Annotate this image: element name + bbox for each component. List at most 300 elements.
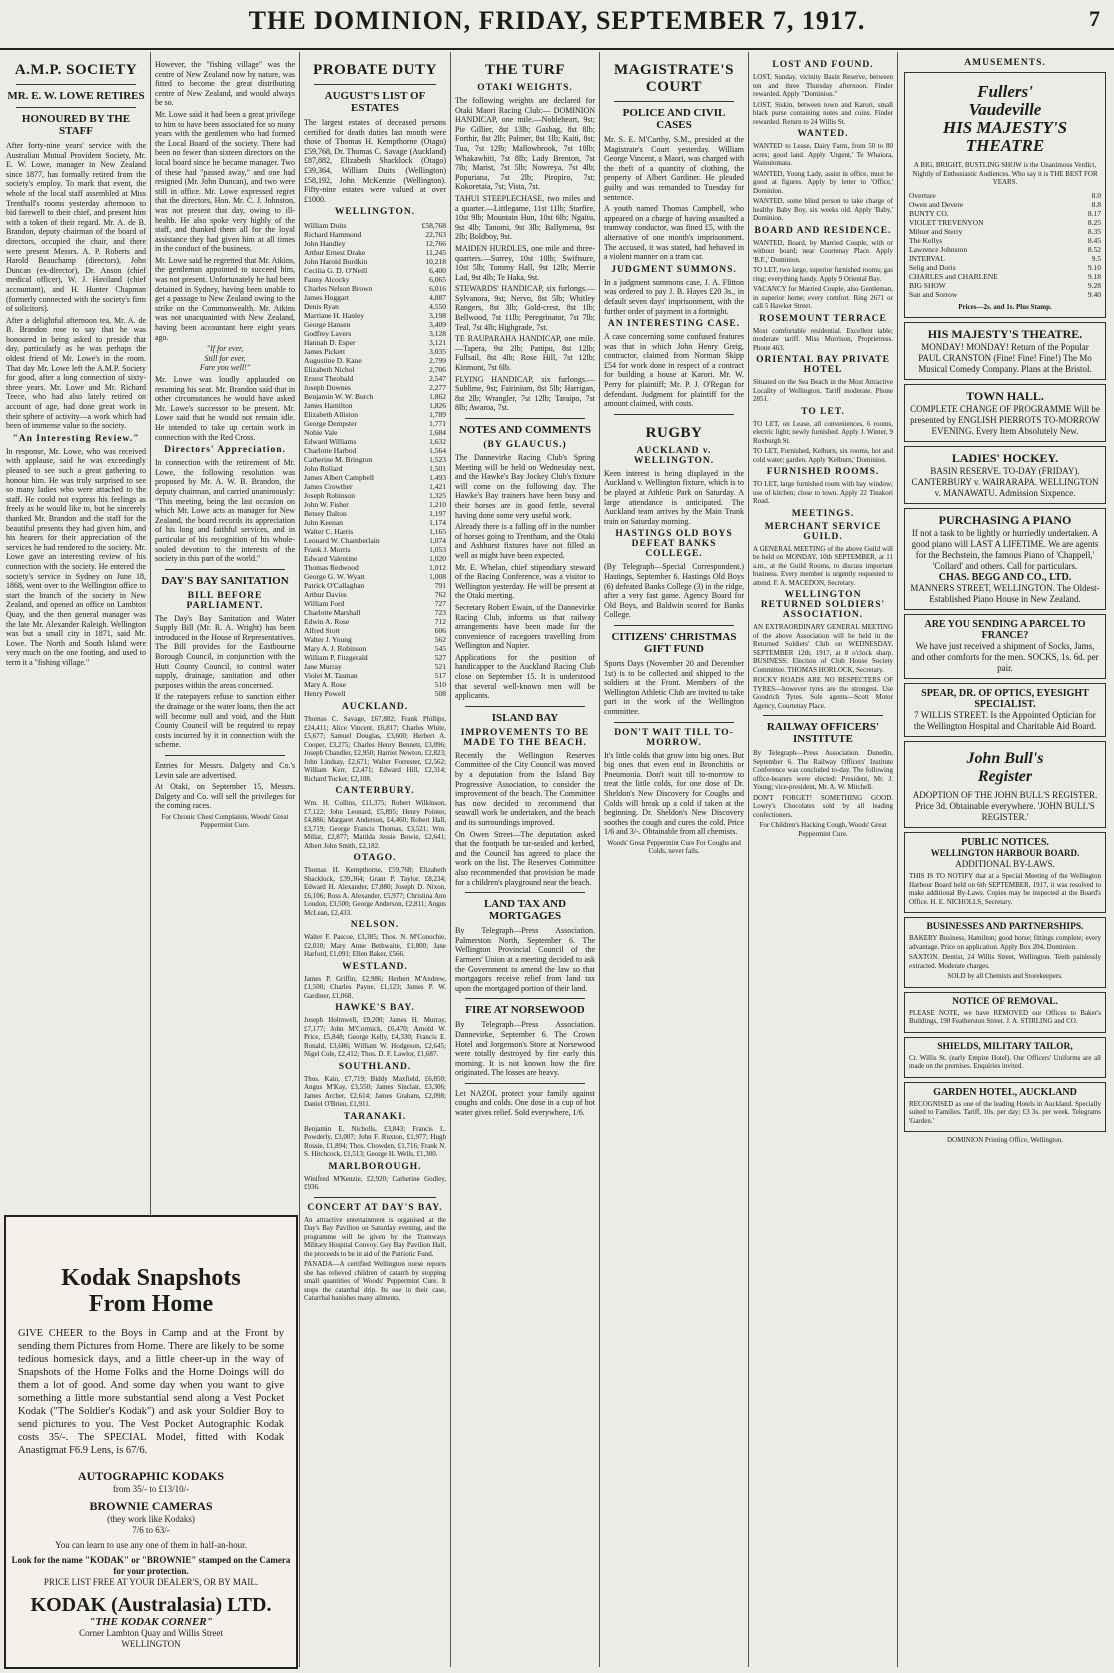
estate-row-value: 1,325 [429, 491, 446, 501]
article-paragraph: By Telegraph—Press Association. Dannevirke, September 6. The Crown Hotel and Jorgenson's Store at Norsewood were totally destroyed by fire early this morning. It is not known how the fire originated. The losses are heavy. [455, 1020, 595, 1078]
estate-row-value: 1,165 [429, 527, 446, 537]
subhead-review: "An Interesting Review." [12, 433, 140, 444]
estate-row-value: 3,198 [429, 311, 446, 321]
estate-row-label: Violet M. Tasman [304, 671, 358, 681]
begg-body: MANNERS STREET, WELLINGTON. The Oldest-Established Piano House in New Zealand. [910, 583, 1100, 604]
piano-body: If not a task to be lightly or hurriedly undertaken. A good piano will LAST A LIFETIME. We are agents for the Bechstein, the famous Piano of 'Chappell,' 'Collard' and others. Call for particulars. [911, 528, 1099, 571]
column-magistrate [600, 52, 748, 1667]
kodak-autographic-price: from 35/- to £13/10/- [112, 1484, 190, 1494]
quote: "If for ever, Still for ever, Fare you well!" [199, 344, 251, 373]
estate-row-label: Benjamin W. W. Burch [304, 392, 374, 402]
programme-row-value: 8.8 [1091, 199, 1101, 209]
estate-row-label: Arthur Davies [304, 590, 347, 600]
classified: VACANCY for Married Couple, also Gentleman, in superior home; every comfort. Ring 2671 or call 5 Hawker Street. [753, 285, 893, 310]
estate-row [304, 347, 446, 356]
estate-row [304, 446, 446, 455]
divider [16, 107, 136, 108]
estate-row-value: 2,277 [429, 383, 446, 393]
garden-body: RECOGNISED as one of the leading Hotels in Auckland. Specially suited to Families. Tariff, 10s. per day; £3 3s. per week. Telegrams 'Garden.' [909, 1099, 1101, 1125]
subhead-bill: BILL BEFORE PARLIAMENT. [186, 590, 264, 611]
ad-snippet: Woods' Great Peppermint Cure For Coughs and Colds, never fails. [607, 838, 741, 856]
headline-furnished: FURNISHED ROOMS. [766, 467, 880, 477]
estate-row-label: William Duits [304, 221, 347, 231]
headline-to-let: TO LET. [801, 406, 845, 417]
article-paragraph: Secretary Robert Ewain, of the Dannevirke Racing Club, informs us that railway arrangements have been made for the convenience of racegoers travelling from Wellington and Napier. [455, 602, 595, 651]
divider [614, 625, 734, 626]
estate-row-label: Leonard W. Chamberlain [304, 536, 380, 546]
estate-row-value: 517 [434, 671, 446, 681]
estate-row-value: 508 [434, 689, 446, 699]
town-hall-ad [904, 384, 1106, 442]
estate-row-value: 11,245 [425, 248, 446, 258]
column-amp-society [2, 52, 150, 1212]
fullers-ad [904, 72, 1106, 318]
section-southland: SOUTHLAND. [338, 1061, 412, 1072]
estate-row [304, 410, 446, 419]
programme-row [909, 200, 1101, 209]
estate-row-value: 723 [434, 608, 446, 618]
headline-christmas: CITIZENS' CHRISTMAS GIFT FUND [611, 630, 737, 655]
estate-row-label: John Keenan [304, 518, 343, 528]
estate-row-value: 1,012 [429, 563, 446, 573]
estate-row [304, 599, 446, 608]
programme-row-value: 8.35 [1087, 226, 1101, 236]
estate-row-value: 1,421 [429, 482, 446, 492]
business-body: BAKERY Business, Hamilton; good horse; fittings complete; every advantage. Price on application. Apply Box 204, Dominion. [909, 934, 1101, 951]
estate-paragraph: Thomas H. Kempthorne, £59,768; Elizabeth Shacklock, £39,364; Grant P. Taylor, £8,234; Edward H. Alexander, £7,880; Joseph D. Nixon, £6,106; Ross A. Alexander, £5,977; Christina Ann Loudon, £3,500; George Anderson, £2,811; Angus McLean, £2,433. [304, 866, 446, 917]
parcel-body: We have just received a shipment of Socks, Jams, and other comforts for the men. SOCKS, 1s. 6d. per pair. [911, 641, 1099, 673]
article-paragraph: At Otaki, on September 15, Messrs. Dalgety and Co. will sell the privileges for the coming races. [155, 782, 295, 811]
subhead-returned-soldiers: WELLINGTON RETURNED SOLDIERS' ASSOCIATION. [760, 590, 886, 620]
estate-row-value: 6,065 [429, 275, 446, 285]
estate-row [304, 338, 446, 347]
subhead-judgment: JUDGMENT SUMMONS. [611, 264, 737, 275]
classified: WANTED, Young Lady, assist in office, must be good at figures. Apply by letter to 'Office,' Dominion. [753, 169, 893, 195]
estate-row-label: Jane Murray [304, 662, 342, 672]
article-paragraph: An attractive entertainment is organised at the Day's Bay Pavilion on Saturday evening, and the programme will be given by the Tramways Military Hospital Convoy. Gey Bay Pavilion Hall, the proceeds to be in aid of the Patriotic Fund. [304, 1215, 446, 1258]
article-paragraph: The following weights are declared for Otaki Maori Racing Club:— DOMINION HANDICAP, one mile.—Nobleheart, 9st; Pie Gillier, 8st 13lb; Gasbag, 8st 8lb; Forthir, 8st 2lb; Palmer, 8st 1lb; Kaiti, 8st; Tua, 7st 12lb; Mallowbrook, 7st 10lb; Whakawhiti, 7st 8lb; Lady Brenton, 7st 7lb; Marist, 7st 5lb; Nowreya, 7st 4lb; Popuriana, 7st 2lb; Piropiro, 7st; Kokoretaia, 7st; Vista, 7st. [455, 96, 595, 192]
estate-row-label: John W. Fisher [304, 500, 349, 510]
programme-row-value: 9.10 [1087, 262, 1101, 272]
article-paragraph: The Day's Bay Sanitation and Water Supply Bill (Mr. R. A. Wright) has been introduced in the House of Representatives. The Bill provides for the Eastbourne Borough Council, in conjunction with the Hutt County Council, to control water supply, drainage, sanitation and other purposes within the areas concerned. [155, 613, 295, 690]
article-paragraph: However, the "fishing village" was the centre of New Zealand now by nature, was fitted to become the great distributing centre of New Zealand, and would always be so. [155, 60, 295, 108]
estate-row-label: Catherine M. Brington [304, 455, 373, 465]
estate-row [304, 527, 446, 536]
estate-row-value: 762 [434, 590, 446, 600]
estate-row [304, 383, 446, 392]
fullers-logo: Fullers' Vaudeville HIS MAJESTY'S THEATRE [942, 82, 1068, 155]
estate-row-label: Joseph Downes [304, 383, 351, 393]
divider [614, 101, 734, 102]
estate-row [304, 500, 446, 509]
section-canterbury: CANTERBURY. [335, 786, 415, 797]
programme-row-label: Owen and Devere [909, 199, 964, 209]
public-head: PUBLIC NOTICES. [961, 837, 1049, 848]
section-marlborough: MARLBOROUGH. [328, 1161, 422, 1172]
estate-row [304, 608, 446, 617]
estate-row-label: Elizabeth Alliston [304, 410, 358, 420]
public-body: THIS IS TO NOTIFY that at a Special Meeting of the Wellington Harbour Board held on 6th SEPTEMBER, 1917, it was resolved to make additional By-Laws. Copies may be inspected at the Board's Office. H. E. NICHOLLS, Secretary. [909, 872, 1101, 906]
kodak-advertisement [4, 1215, 298, 1669]
article-paragraph: (By Telegraph—Special Correspondent.) Hastings, September 6. Hastings Old Boys (6) defeated Banks College (3) in the ridge, after a very fast game. Agency Board for Old Boys, and Baldwin scored for Banks College. [604, 562, 744, 620]
column-probate [300, 52, 450, 1667]
estate-row-label: Mary A. J. Robinson [304, 644, 367, 654]
estate-row-value: 562 [434, 635, 446, 645]
divider [314, 84, 436, 85]
estate-row [304, 248, 446, 257]
classified: A GENERAL MEETING of the above Guild will be held on MONDAY, 10th SEPTEMBER, at 11 a.m., at the Guild Rooms, to discuss important business. Every member is urgently requested to attend. F. A. MACEDON, Secretary. [753, 544, 893, 587]
estate-row [304, 581, 446, 590]
estate-row-label: Hannah D. Esper [304, 338, 356, 348]
estate-row-value: 1,501 [429, 464, 446, 474]
programme-row [909, 245, 1101, 254]
programme-row [909, 263, 1101, 272]
estate-row [304, 221, 446, 230]
article-paragraph: In a judgment summons case, J. A. Flitton was ordered to pay J. B. Hayes £20 3s., in default seven days' imprisonment, with the further order of payment in a fortnight. [604, 277, 744, 316]
article-paragraph: In response, Mr. Lowe, who was received with applause, said he was exceedingly pleased to see such a great gathering to honour him. He was truly surprised to see so many ladies who were attached to the staff. He could not express his feelings as freely as he would like to, but he sincerely thanked Mr. Brandon and the staff for the beautiful presents they had given him, and his hearers for their appreciation of the services he had rendered to the society. Mr. Lowe gave an interesting review of his connection with the society. He entered the society's service in Sydney on June 18, 1868, went over to the Wellington office to start the branch of the society in New Zealand, and opened an office on Lambton Quay, and the then general manager was the late Mr. Alexander Raleigh. Wellington was but a small city in 1871, said Mr. Lowe. The North and South Island were very much on the one footing, and used to term it a "fishing village." [6, 446, 146, 667]
estate-row [304, 437, 446, 446]
estate-row [304, 671, 446, 680]
article-paragraph: TE RAUPARAHA HANDICAP, one mile.—Tapera, 9st 2lb; Pattipu, 8st 12lb; Fullsail, 8st 4lb; Rose Hill, 7st 12lb; Kinmont, 7st 6lb. [455, 334, 595, 373]
column-amp-continued [151, 52, 299, 1212]
estate-paragraph: Benjamin E. Nicholls, £3,843; Francis L. Powderly, £3,007; John F. Ruxton, £1,977; Hugh Rossie, £1,894; Thos. Chowden, £1,716; Frank N. S. Hitchcock, £1,513; George H. Wells, £1,300. [304, 1124, 446, 1159]
estate-row-value: 727 [434, 599, 446, 609]
estate-row [304, 572, 446, 581]
garden-head: GARDEN HOTEL, AUCKLAND [933, 1086, 1077, 1098]
section-westland: WESTLAND. [342, 961, 408, 972]
estate-row-value: 6,400 [429, 266, 446, 276]
headline-wanted: WANTED. [797, 129, 849, 139]
optician-body: 7 WILLIS STREET. Is the Appointed Optician for the Wellington Hospital and Charitable Aid Board. [913, 710, 1097, 731]
article-paragraph: Applications for the position of handicapper to the Auckland Racing Club close on September 15. It is understood that several well-known men will be applicants. [455, 652, 595, 701]
programme-row-label: BUNTY CO. [909, 208, 949, 218]
estate-row-value: 3,409 [429, 320, 446, 330]
article-paragraph: A youth named Thomas Campbell, who appeared on a charge of having assaulted a tramway conductor, was fined £5, with the alternative of one month's imprisonment. The accused, it was stated, had behaved in a violent manner on a tram car. [604, 204, 744, 262]
section-concert: CONCERT AT DAY'S BAY. [307, 1202, 443, 1213]
estate-row [304, 509, 446, 518]
classified: WANTED to Lease, Dairy Farm, from 50 to 80 acres; good land. Apply 'Urgent,' Te Whaiora, Wainuiomata. [753, 142, 893, 167]
majesty-body: MONDAY! MONDAY! Return of the Popular PAUL CRANSTON (Fine! Fine! Fine!) The Mo Musical Comedy Company. Plans at the Bristol. [918, 342, 1092, 374]
estate-row-label: James Crowther [304, 482, 353, 492]
estate-row-value: 3,035 [429, 347, 446, 357]
hockey-body: BASIN RESERVE. TO-DAY (FRIDAY). CANTERBURY v. WAIRARAPA. WELLINGTON v. MANAWATU. Admission Sixpence. [911, 466, 1099, 498]
tailor-ad [904, 1037, 1106, 1078]
estate-row-value: 4,550 [429, 302, 446, 312]
subhead-merchant: MERCHANT SERVICE GUILD. [764, 521, 882, 542]
removal-body: PLEASE NOTE, we have REMOVED our Offices to Baker's Buildings, 190 Featherston Street. J. A. STIRLING and CO. [909, 1008, 1101, 1025]
piano-head: PURCHASING A PIANO [938, 513, 1072, 527]
article-paragraph: TAHUI STEEPLECHASE, two miles and a quarter.—Littlegame, 11st 11lb; Starfire, 10st 9lb; Mountain Hun, 10st 6lb; Ngaitu, 9st 4lb; Tanomi, 9st 3lb; Ballymena, 9st 2lb; Boldboy, 9st. [455, 193, 595, 242]
estate-row-value: 1,564 [429, 446, 446, 456]
estate-row-value: 606 [434, 626, 446, 636]
headline-board: BOARD AND RESIDENCE. [754, 225, 892, 236]
article-paragraph: Keen interest is being displayed in the Auckland v. Wellington fixture, which is to be played at Athletic Park on Saturday. A large attendance is anticipated. The Auckland team arrives by the Main Trunk train on Saturday morning. [604, 468, 744, 526]
article-paragraph: Mr. S. E. M'Carthy, S.M., presided at the Magistrate's Court yesterday. William George Vincent, a Maori, was charged with the theft of a quantity of clothing, the property of Albert Gardiner. He pleaded guilty and was remanded to Tuesday for sentence. [604, 135, 744, 202]
parcel-head: ARE YOU SENDING A PARCEL TO FRANCE? [924, 619, 1086, 641]
headline-fire: FIRE AT NORSEWOOD [465, 1004, 585, 1017]
estate-row [304, 311, 446, 320]
programme-row-value: 8.0 [1091, 190, 1101, 200]
programme-row [909, 236, 1101, 245]
classified: WANTED, some blind person to take charge of healthy Baby Boy, six weeks old. Apply 'Baby,' Dominion. [753, 197, 893, 222]
programme-row [909, 281, 1101, 290]
estate-row-value: 2,799 [429, 356, 446, 366]
estate-list [304, 221, 446, 698]
estate-paragraph: Joseph Holmwell, £9,200; James H. Murray, £7,177; John M'Cormick, £6,470; Arnold W. Price, £5,848; George Kelly, £4,330; Francis E. Ronald, £3,686; William W. Hodgeson, £2,645; Nigel Cole, £2,412; Thos. D. F. Lawlor, £1,687. [304, 1016, 446, 1059]
estate-row-value: 1,210 [429, 500, 446, 510]
classified: TO LET, large furnished room with bay window; use of kitchen; close to town. Apply 22 Tinakori Road. [753, 480, 893, 505]
estate-row-value: 510 [434, 680, 446, 690]
classified: TO LET, on Lease, all conveniences, 6 rooms, electric light; newly furnished. Apply J. Winter, 9 Roxburgh St. [753, 419, 893, 445]
piano-ad [904, 508, 1106, 610]
john-bull-logo: John Bull's Register [966, 750, 1044, 785]
subhead-interesting: AN INTERESTING CASE. [607, 319, 741, 330]
fullers-prices: Prices—2s. and 1s. Plus Stamp. [958, 302, 1052, 311]
estate-row [304, 635, 446, 644]
subhead-estates: AUGUST'S LIST OF ESTATES [324, 90, 426, 114]
article-paragraph: In connection with the retirement of Mr. Lowe, the following resolution was proposed by Mr. A. W. B. Brandon, the deputy chairman, and carried unanimously: "This meeting, being the last occasion on which Mr. Lowe acts as manager for New Zealand, the board records its appreciation of his long and faithful services, and in particular of his recognition of his whole-souled devotion to the interests of the society in this part of the world." [155, 458, 295, 564]
kodak-price-list: PRICE LIST FREE AT YOUR DEALER'S, OR BY MAIL. [43, 1577, 259, 1587]
section-taranaki: TARANAKI. [343, 1111, 407, 1122]
headline-amp: A.M.P. SOCIETY [14, 62, 138, 78]
tailor-body: Cr. Willis St. (early Empire Hotel). Our Officers' Uniforms are all made on the premises. Enquiries invited. [909, 1053, 1101, 1070]
estate-row [304, 536, 446, 545]
estate-row-label: Joseph Robinson [304, 491, 356, 501]
estate-row-value: 22,763 [425, 230, 446, 240]
divider [614, 414, 734, 415]
estate-row-label: Alfred Stott [304, 626, 340, 636]
programme-row-label: Milner and Sterry [909, 226, 963, 236]
estate-row-label: John Rollard [304, 464, 343, 474]
programme-list [909, 191, 1101, 299]
printer-note: DOMINION Printing Office, Wellington. [946, 1136, 1064, 1144]
page-number: 7 [1089, 6, 1100, 31]
section-hawkes-bay: HAWKE'S BAY. [335, 1003, 415, 1014]
programme-row-label: CHARLES and CHARLENE [909, 271, 998, 281]
john-bull-ad [904, 741, 1106, 828]
kodak-headline: Kodak Snapshots From Home [61, 1265, 241, 1317]
ad-snippet: For Chronic Chest Complaints, Woods' Great Peppermint Cure. [161, 812, 289, 830]
estate-paragraph: Thomas C. Savage, £67,882; Frank Phillips, £24,411; Alice Vincent, £6,817; Charles White, £5,677; Samuel Douglas, £3,600; Herbert A. Cooper, £3,275; Charles Henry Bennett, £3,096; Joseph Chandler, £2,950; Harriet Newton, £2,823; John Lindsay, £2,671; Walter Forrester, £2,562; William Kerr, £2,471; Edward Hill, £2,314; Richard Tucker, £2,108. [304, 715, 446, 783]
headline-lost-found: LOST AND FOUND. [772, 60, 874, 70]
estate-row-value: £58,768 [421, 221, 446, 231]
headline-turf: THE TURF [485, 62, 565, 78]
estate-row-label: Mary A. Rose [304, 680, 346, 690]
article-paragraph: Entries for Messrs. Dalgety and Co.'s Levin sale are advertised. [155, 761, 295, 780]
estate-row [304, 257, 446, 266]
estate-row-label: James Hamilton [304, 401, 353, 411]
subhead-beach: IMPROVEMENTS TO BE MADE TO THE BEACH. [460, 727, 590, 748]
estate-row-label: William P. Fitzgerald [304, 653, 368, 663]
estate-paragraph: Thos. Kain, £7,719; Biddy Maxfield, £6,850; Angus M'Kay, £3,550; James Sinclair, £3,306; James Archer, £2,614; James Graham, £2,098; Daniel O'Brien, £1,911. [304, 1074, 446, 1109]
fullers-tagline: A BIG, BRIGHT, BUSTLING SHOW is the Unanimous Verdict, Nightly of Enthusiastic Audiences. Who say it is THE BEST FOR YEARS. [912, 161, 1098, 186]
estate-row-label: Marriane H. Hanley [304, 311, 365, 321]
divider [165, 755, 285, 756]
estate-row [304, 653, 446, 662]
divider [614, 722, 734, 723]
estate-row-label: James Albert Campbell [304, 473, 374, 483]
ad-snippet: Let NAZOL protect your family against coughs and colds. One dose in a cup of hot water gives relief. Sold everywhere, 1/6. [455, 1088, 595, 1118]
estate-row [304, 482, 446, 491]
column-classifieds [749, 52, 897, 1667]
programme-row-label: The Kellys [909, 235, 943, 245]
removal-head: NOTICE OF REMOVAL. [952, 996, 1058, 1007]
article-paragraph: A case concerning some confused features was that in which John Henry Greig, contractor, claimed from Norman Skipp £54 for work done in respect of a contract for building a house at Karori. Mr. W. Perry for plaintiff; Mr. P. J. O'Regan for defendant. Judgment for plaintiff for the amount claimed, with costs. [604, 332, 744, 409]
public-sub: WELLINGTON HARBOUR BOARD. [930, 848, 1080, 858]
subhead-auckland-wellington: AUCKLAND v. WELLINGTON. [633, 445, 715, 466]
headline-land-tax: LAND TAX AND MORTGAGES [483, 898, 567, 923]
estate-row-value: 1,197 [429, 509, 446, 519]
headline-rosemount: ROSEMOUNT TERRACE [759, 313, 887, 324]
article-paragraph: Mr. Lowe said it had been a great privilege to him to have been associated for so many years with the gentlemen who had formed the Local Board of the society. There had been no fewer than sixteen directors on the local board since he became manager. Two of these had "passed away," and one had resigned (Mr. John Duncan), and two were still in office. Mr. Lowe expressed regret that the directors, Hon. Mr. C. J. Johnston, was not present that day, owing to ill-health. He also spoke very highly of the staff, and thanked them all for the loyal assistance they had given him at all times in the conduct of the business. [155, 109, 295, 254]
headline-magistrate: MAGISTRATE'S COURT [614, 62, 734, 95]
programme-row-value: 8.17 [1087, 208, 1101, 218]
estate-row [304, 392, 446, 401]
estate-row [304, 473, 446, 482]
estate-row-label: Denis Ryan [304, 302, 339, 312]
subhead-appreciation: Directors' Appreciation. [164, 445, 286, 456]
divider [16, 84, 136, 85]
brownie-price: 7/6 to 63/- [132, 1525, 170, 1535]
estate-paragraph: Winifred M'Kenzie, £2,920; Catherine Godley, £936. [304, 1174, 446, 1192]
estate-row-label: Edwin A. Rose [304, 617, 350, 627]
brownie-note: (they work like Kodaks) [107, 1514, 195, 1524]
article-paragraph: Recently the Wellington Reserves Committee of the City Council was moved by a deputation from the Island Bay Progressive Association, to consider the improvement of the beach. The Committee has now decided to recommend that seawall work be undertaken, and the beach and its surroundings improved. [455, 750, 595, 827]
section-auckland: AUCKLAND. [341, 702, 409, 713]
estate-row-value: 1,053 [429, 545, 446, 555]
optician-ad [904, 683, 1106, 737]
estate-row [304, 266, 446, 275]
estate-row-label: Augustine D. Kane [304, 356, 362, 366]
estate-row [304, 401, 446, 410]
subhead-glaucus: (BY GLAUCUS.) [483, 440, 567, 450]
estate-row-label: William Ford [304, 599, 345, 609]
headline-rugby: RUGBY [645, 424, 703, 441]
classified: LOST, Siskin, between town and Karori, small black purse containing notes and coins. Finder rewarded. Return to 24 Willis St. [753, 100, 893, 126]
article-paragraph: Sports Days (November 20 and December 1st) is to be collected and shipped to the soldiers at the Front. Members of the Wellington Athletic Club are invited to take part in the work of the Wellington committee. [604, 658, 744, 716]
estate-row-value: 791 [434, 581, 446, 591]
programme-row-value: 8.25 [1087, 217, 1101, 227]
estate-row-value: 521 [434, 662, 446, 672]
programme-row-label: VIOLET TREVENYON [909, 217, 984, 227]
estate-row-label: Thomas Redwood [304, 563, 359, 573]
article-paragraph: By Telegraph—Press Association. Dunedin, September 6. The Railway Officers' Institute Conference was concluded to-day. The following office-bearers were elected: President, Mr. J. Young; vice-president, Mr. A. W. Mitchell. [753, 749, 893, 791]
article-paragraph: By Telegraph—Press Association. Palmerston North, September 6. The Wellington Provincial Council of the Farmers' Union at a meeting decided to ask the Government to amend the law so that mortgagors receive relief from land tax upon the mortgaged portion of their land. [455, 926, 595, 993]
estate-row [304, 365, 446, 374]
article-paragraph: The largest estates of deceased persons certified for death duties last month were those of Thomas H. Kempthorne (Otago) £59,768, Dr. Thomas C. Savage (Auckland) £87,882, Elizabeth Shacklock (Otago) £39,364, William Duits (Wellington) £58,192, John McKenzie (Wellington). Fifty-nine estates were valued at over £1000. [304, 118, 446, 204]
estate-row-label: Edward Valentine [304, 554, 358, 564]
kodak-body: GIVE CHEER to the Boys in Camp and at the Front by sending them Pictures from Home. There are likely to be some tedious homesick days, and a little cheer-up in the way of Snapshots of the Home Folks and the Home Doings will do them a lot of good. And some day when you want to give something a little more substantial send along a Vest Pocket Kodak ("The Soldier's Kodak") and ask your Soldier Boy to send pictures to you. The Vest Pocket Autographic Kodak costs 35/-. The SPECIAL Model, fitted with Kodak Anastigmat F6.9 Lens, is 67/6. [18, 1328, 284, 1456]
townhall-body: COMPLETE CHANGE OF PROGRAMME Will be presented by ENGLISH PIERROTS TO-MORROW EVENING. Every Item Absolutely New. [910, 404, 1100, 436]
public-sub2: ADDITIONAL BY-LAWS. [955, 859, 1055, 869]
divider [465, 418, 585, 419]
estate-row-value: 1,020 [429, 554, 446, 564]
classified: LOST, Sunday, vicinity Basin Reserve, between ten and three Thursday afternoon. Finder rewarded. Apply "Dominion." [753, 73, 893, 98]
estate-row-label: Walter C. Harris [304, 527, 354, 537]
headline-amusements: AMUSEMENTS. [964, 58, 1046, 68]
estate-row-label: Henry Powell [304, 689, 346, 699]
article-paragraph: On Owen Street—The deputation asked that the footpath be tar-sealed and kerbed, and the Council has agreed to place the work on the list. The Reserves Committee also recommended that provision be made for a children's playground near the beach. [455, 829, 595, 887]
estate-row [304, 275, 446, 284]
divider [465, 1083, 585, 1084]
article-paragraph: Mr. Lowe said he regretted that Mr. Atkins, the gentleman appointed to succeed him, was not present. Unfortunately he had been detained in Sydney, having been unable to get a passage to New Zealand owing to the strike on the Commonwealth. Mr. Atkins was not unacquainted with New Zealand, having been accountant here eight years ago. [155, 255, 295, 342]
kodak-autographic: AUTOGRAPHIC KODAKS [77, 1469, 225, 1483]
estate-row-label: Elizabeth Nichol [304, 365, 355, 375]
subhead-hastings: HASTINGS OLD BOYS DEFEAT BANKS COLLEGE. [615, 529, 733, 560]
headline-dont-wait: DON'T WAIT TILL TO-MORROW. [614, 727, 734, 748]
classified: Situated on the Sea Beach in the Most Attractive Locality of Wellington. Tariff moderate. Phone 2851. [753, 378, 893, 403]
headline-notes: NOTES AND COMMENTS [458, 424, 592, 436]
estate-row [304, 230, 446, 239]
townhall-head: TOWN HALL. [966, 389, 1044, 403]
programme-row-label: INTERVAL [909, 253, 945, 263]
headline-railway: RAILWAY OFFICERS' INSTITUTE [766, 721, 880, 745]
estate-row-label: James Pickett [304, 347, 346, 357]
column-turf [451, 52, 599, 1667]
sold-note: SOLD by all Chemists and Storekeepers. [947, 972, 1063, 980]
estate-row-value: 1,493 [429, 473, 446, 483]
estate-row-value: 1,174 [429, 518, 446, 528]
kodak-corner: "THE KODAK CORNER" [89, 1616, 213, 1628]
article-paragraph: If the ratepayers refuse to sanction either the drainage or the water loans, then the act will become null and void, and the Hutt County Council will be required to repay costs incurred by it in connection with the scheme. [155, 692, 295, 750]
estate-row-value: 1,789 [429, 410, 446, 420]
estate-row-value: 2,706 [429, 365, 446, 375]
estate-row [304, 320, 446, 329]
kodak-firm: KODAK (Australasia) LTD. [30, 1594, 272, 1616]
estate-row-label: Nobie Vale [304, 428, 338, 438]
headline-meetings: MEETINGS. [791, 508, 855, 519]
estate-row-label: George Dempster [304, 419, 357, 429]
estate-row-value: 4,887 [429, 293, 446, 303]
column-amusements [898, 52, 1112, 1667]
classified: TO LET, two large, superior furnished rooms; gas ring; everything handy. Apply 9 Oriental Bay. [753, 266, 893, 283]
kodak-look: Look for the name "KODAK" or "BROWNIE" stamped on the Camera for your protection. [11, 1555, 291, 1576]
divider [763, 715, 883, 716]
programme-row-value: 9.28 [1087, 280, 1101, 290]
business-ad [904, 917, 1106, 988]
estate-row [304, 419, 446, 428]
estate-row-label: Frank J. Morris [304, 545, 351, 555]
divider [465, 892, 585, 893]
classified: WANTED, Board, by Married Couple, with or without board; near Courtenay Place. Apply 'B.F.,' Dominion. [753, 238, 893, 264]
parcel-ad [904, 614, 1106, 679]
programme-row-value: 9.5 [1091, 253, 1101, 263]
estate-row-value: 10,218 [425, 257, 446, 267]
estate-row-label: Cecilia G. D. O'Neill [304, 266, 368, 276]
article-paragraph: FLYING HANDICAP, six furlongs.—Sublime, 9st; Fairinium, 8st 5lb; Harrigan, 8st 2lb; Wrangler, 7st 12lb; Taraipo, 7st 8lb; Awaroa, 7st. [455, 374, 595, 413]
estate-paragraph: Walter F. Pascoe, £3,385; Thos. N. M'Conochie, £2,010; Mary Anne Bethwaite, £1,800; Jane Harford, £1,091; Ellen Baker, £566. [304, 933, 446, 959]
begg-head: CHAS. BEGG AND CO., LTD. [938, 572, 1072, 583]
estate-row-label: Richard Hammond [304, 230, 362, 240]
estate-row-value: 1,523 [429, 455, 446, 465]
estate-row [304, 302, 446, 311]
estate-row-value: 1,008 [429, 572, 446, 582]
estate-row [304, 563, 446, 572]
estate-row [304, 545, 446, 554]
headline-oriental-bay: ORIENTAL BAY PRIVATE HOTEL [756, 355, 890, 375]
estate-row-label: Charlotte Marshall [304, 608, 361, 618]
estate-row-value: 712 [434, 617, 446, 627]
estate-row-label: Charles Nelson Brown [304, 284, 373, 294]
estate-row-value: 3,128 [429, 329, 446, 339]
estate-row-label: George Hansen [304, 320, 351, 330]
article-paragraph: Mr. Lowe was loudly applauded on resuming his seat. Mr. Brandon said that in other circumstances he would have asked Mr. Lowe's successor to be present. Mr. Lowe said that he would not remain idle. He intended to take up certain work in connection with the Red Cross. [155, 375, 295, 442]
kodak-call: You can learn to use any one of them in half-an-hour. [55, 1540, 247, 1550]
subhead-otaki: OTAKI WEIGHTS. [477, 83, 573, 93]
estate-row-label: George G. W. Wyatt [304, 572, 365, 582]
programme-row-value: 9.40 [1087, 289, 1101, 299]
estate-row [304, 428, 446, 437]
